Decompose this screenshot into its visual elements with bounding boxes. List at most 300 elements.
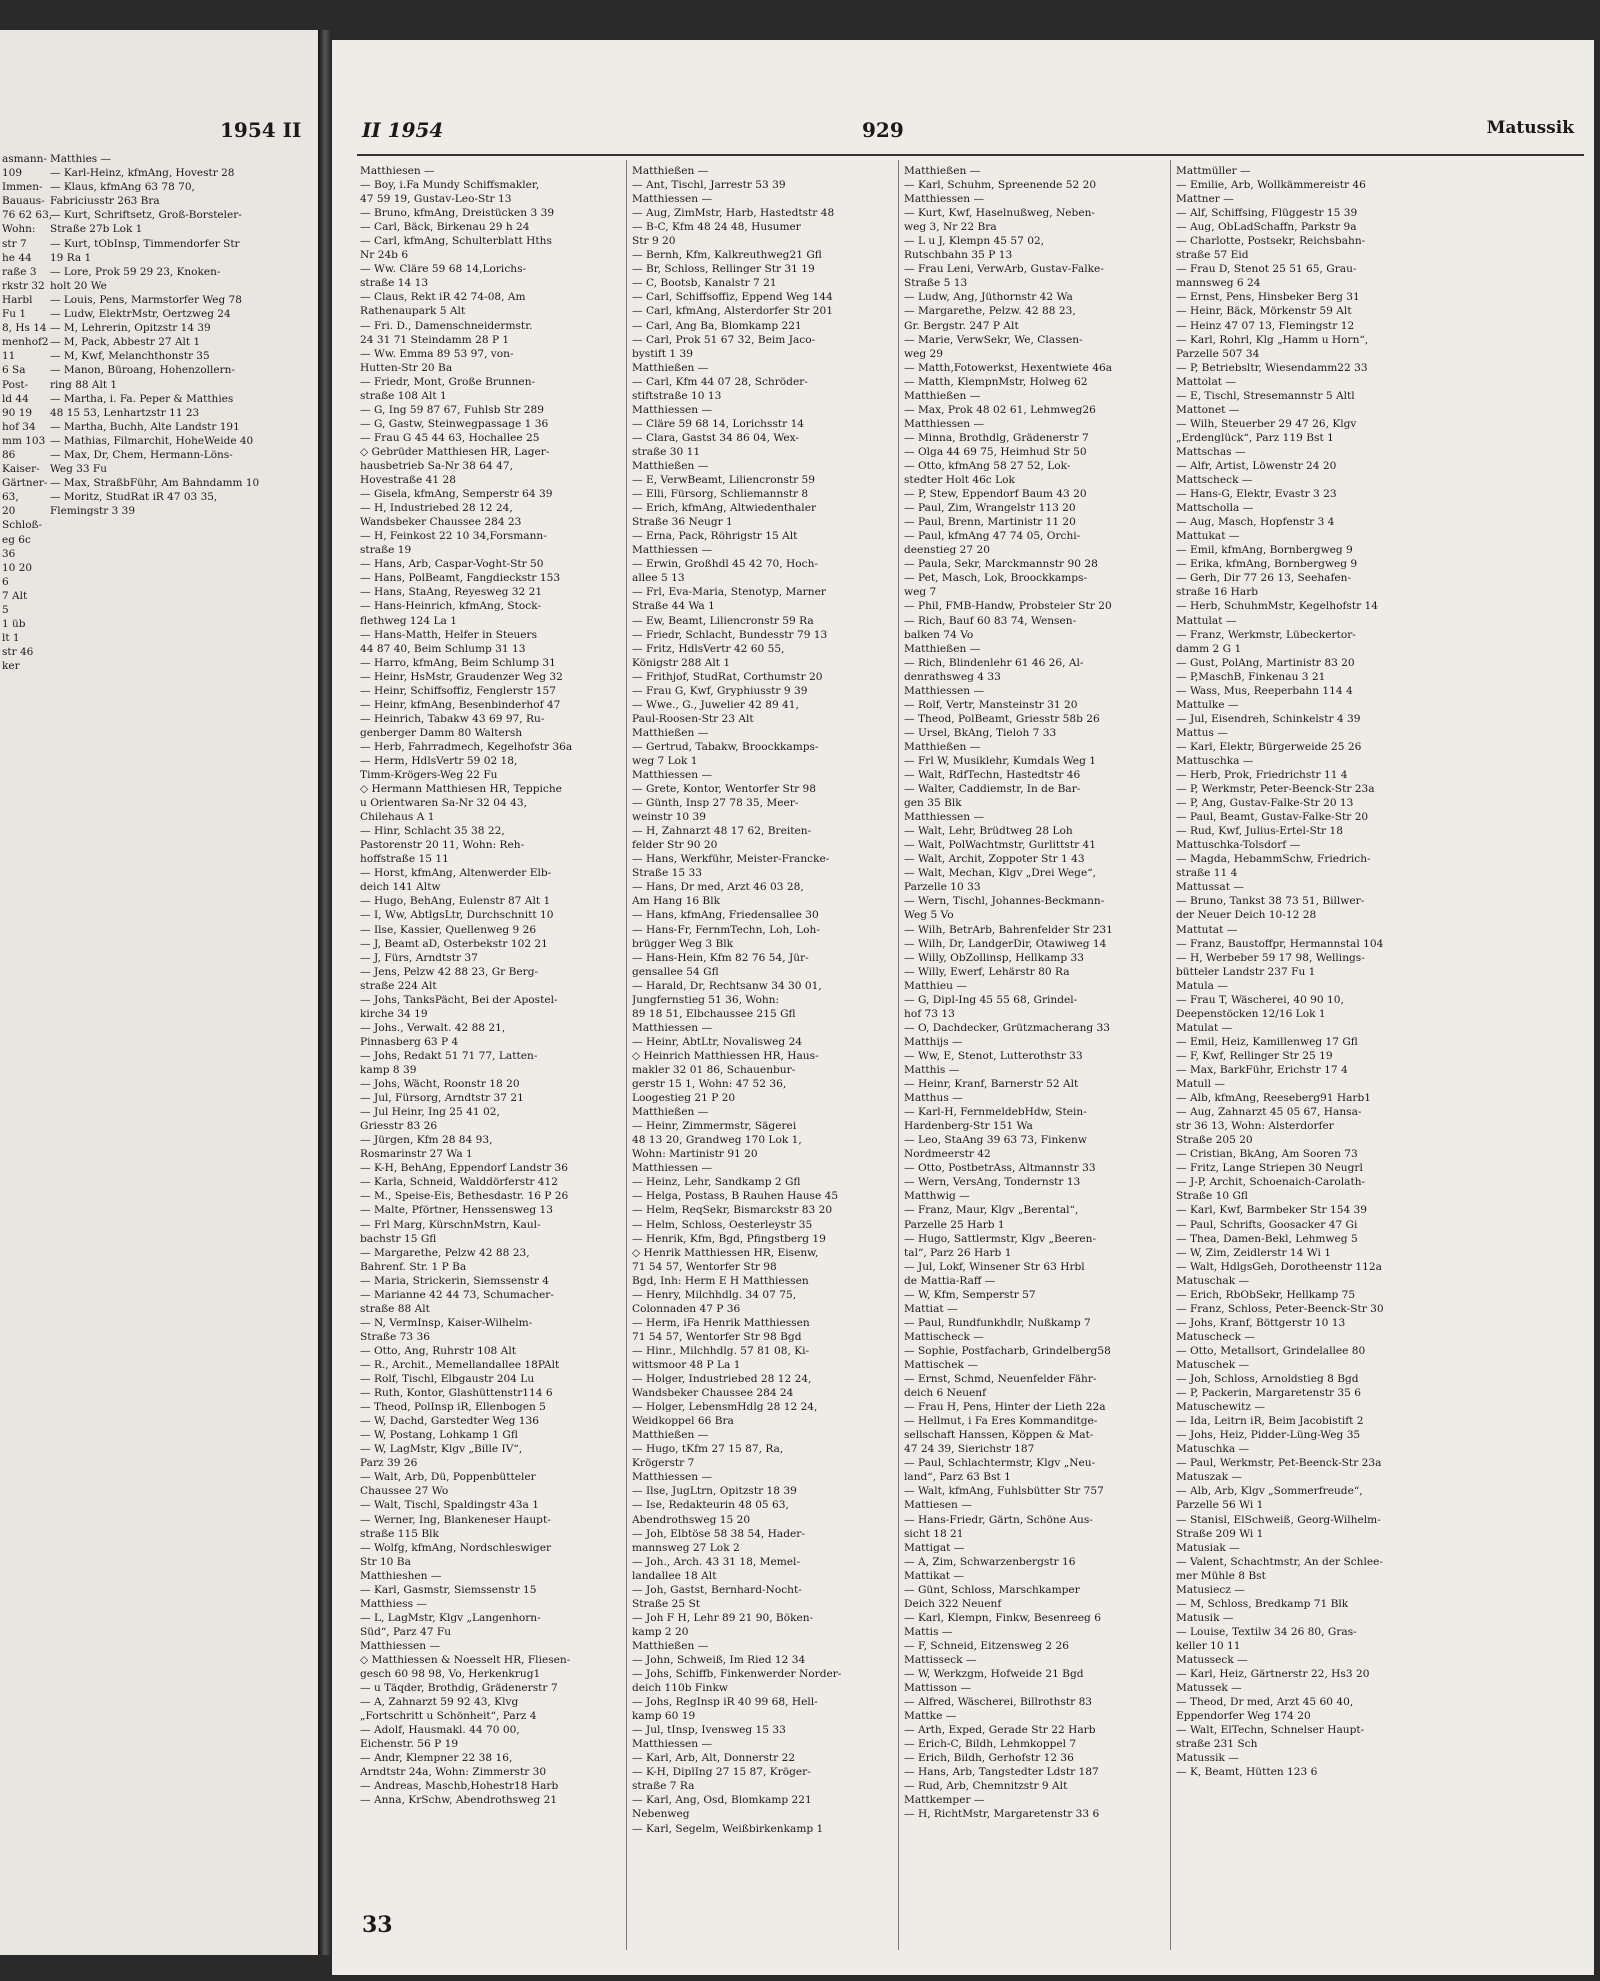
directory-entry: — Helm, Schloss, Oesterleystr 35 <box>632 1218 813 1231</box>
directory-entry: — Boy, i.Fa Mundy Schiffsmakler, <box>360 179 540 192</box>
directory-entry: straße 11 4 <box>1176 867 1238 880</box>
directory-entry: — Kurt, Schriftsetz, Groß-Borsteler- <box>50 209 242 222</box>
directory-entry: — Margarethe, Pelzw 42 88 23, <box>360 1246 530 1259</box>
directory-entry: Matthießen — <box>904 740 981 753</box>
directory-entry: — Hans, Arb, Tangstedter Ldstr 187 <box>904 1766 1099 1779</box>
column-separator <box>626 160 627 1950</box>
margin-fragment: Post- <box>2 378 29 391</box>
directory-entry: deich 141 Altw <box>360 881 441 894</box>
book-gutter <box>318 30 332 1955</box>
directory-entry: Wohn: Martinistr 91 20 <box>632 1148 758 1161</box>
directory-entry: — Herm, iFa Henrik Matthiessen <box>632 1316 810 1329</box>
directory-entry: — Karl, Segelm, Weißbirkenkamp 1 <box>632 1822 824 1835</box>
directory-entry: Parz 39 26 <box>360 1457 418 1470</box>
directory-entry: stiftstraße 10 13 <box>632 389 722 402</box>
directory-entry: — Friedr, Schlacht, Bundesstr 79 13 <box>632 628 828 641</box>
directory-entry: — Jürgen, Kfm 28 84 93, <box>360 1134 493 1147</box>
directory-entry: — W, Dachd, Garstedter Weg 136 <box>360 1415 540 1428</box>
directory-entry: Straße 15 33 <box>632 867 702 880</box>
directory-entry: tal“, Parz 26 Harb 1 <box>904 1246 1012 1259</box>
margin-fragment: Bauaus- <box>2 195 45 208</box>
directory-entry: — Jul Heinr, Ing 25 41 02, <box>360 1106 500 1119</box>
margin-fragment: Schloß- <box>2 519 43 532</box>
directory-entry: — P, Ang, Gustav-Falke-Str 20 13 <box>1176 797 1354 810</box>
directory-entry: Mattiat — <box>904 1302 958 1315</box>
directory-entry: Matull — <box>1176 1078 1225 1091</box>
directory-entry: — Aug, ObLadSchaffn, Parkstr 9a <box>1176 221 1357 234</box>
margin-fragment: 10 20 <box>2 561 33 574</box>
directory-entry: — Karl, Klempn, Finkw, Besenreeg 6 <box>904 1611 1101 1624</box>
directory-entry: — Heinr, Bäck, Mörkenstr 59 Alt <box>1176 305 1352 318</box>
directory-entry: — Willy, ObZollinsp, Hellkamp 33 <box>904 951 1084 964</box>
directory-entry: — Johs, Redakt 51 71 77, Latten- <box>360 1049 538 1062</box>
directory-entry: — Bernh, Kfm, Kalkreuthweg21 Gfl <box>632 249 822 262</box>
directory-entry: — G, Gastw, Steinwegpassage 1 36 <box>360 417 549 430</box>
directory-entry: Paul-Roosen-Str 23 Alt <box>632 712 754 725</box>
directory-entry: Matusiak — <box>1176 1541 1240 1554</box>
directory-entry: — E, Tischl, Stresemannstr 5 Altl <box>1176 389 1355 402</box>
directory-entry: 19 Ra 1 <box>50 251 92 264</box>
directory-entry: — Gerh, Dir 77 26 13, Seehafen- <box>1176 572 1352 585</box>
directory-entry: Matussek — <box>1176 1682 1242 1695</box>
directory-entry: Matusik — <box>1176 1611 1234 1624</box>
directory-entry: — Karl, Rohrl, Klg „Hamm u Horn“, <box>1176 333 1369 346</box>
directory-entry: — L, LagMstr, Klgv „Langenhorn- <box>360 1611 541 1624</box>
directory-entry: — Frau G, Kwf, Gryphiusstr 9 39 <box>632 684 808 697</box>
directory-entry: — A, Zahnarzt 59 92 43, Klvg <box>360 1696 519 1709</box>
margin-fragment: eg 6c <box>2 533 31 546</box>
directory-entry: — Wilh, Dr, LandgerDir, Otawiweg 14 <box>904 937 1107 950</box>
directory-entry: — Karl, Schuhm, Spreenende 52 20 <box>904 179 1097 192</box>
margin-fragment: Kaiser- <box>2 463 40 476</box>
directory-entry: — Max, Dr, Chem, Hermann-Löns- <box>50 448 233 461</box>
directory-entry: Matthiessen — <box>632 1021 713 1034</box>
directory-entry: — F, Kwf, Rellinger Str 25 19 <box>1176 1049 1333 1062</box>
directory-entry: Mattus — <box>1176 726 1228 739</box>
directory-entry: weg 29 <box>904 347 943 360</box>
directory-entry: — Emil, Heiz, Kamillenweg 17 Gfl <box>1176 1035 1358 1048</box>
directory-entry: — Friedr, Mont, Große Brunnen- <box>360 375 536 388</box>
directory-entry: Mattisson — <box>904 1682 972 1695</box>
directory-entry: straße 231 Sch <box>1176 1738 1258 1751</box>
directory-entry: Matthiess — <box>360 1597 427 1610</box>
directory-entry: — P, Werkmstr, Peter-Beenck-Str 23a <box>1176 783 1375 796</box>
directory-entry: — J, Beamt aD, Osterbekstr 102 21 <box>360 937 548 950</box>
directory-entry: — Grete, Kontor, Wentorfer Str 98 <box>632 783 816 796</box>
directory-entry: — Horst, kfmAng, Altenwerder Elb- <box>360 867 552 880</box>
directory-entry: kamp 60 19 <box>632 1710 696 1723</box>
directory-entry: — Karl-H, FernmeldebHdw, Stein- <box>904 1106 1087 1119</box>
directory-entry: Deepenstöcken 12/16 Lok 1 <box>1176 1007 1326 1020</box>
directory-entry: — Walt, PolWachtmstr, Gurlittstr 41 <box>904 839 1097 852</box>
directory-entry: 24 31 71 Steindamm 28 P 1 <box>360 333 510 346</box>
margin-fragment: hof 34 <box>2 420 36 433</box>
directory-entry: Chaussee 27 Wo <box>360 1485 449 1498</box>
directory-entry: — Carl, Prok 51 67 32, Beim Jaco- <box>632 333 816 346</box>
directory-entry: — Alfr, Artist, Löwenstr 24 20 <box>1176 459 1337 472</box>
directory-entry: — Bruno, kfmAng, Dreistücken 3 39 <box>360 207 555 220</box>
directory-entry: — Franz, Maur, Klgv „Berental“, <box>904 1204 1079 1217</box>
signature-mark: 33 <box>362 1912 393 1938</box>
directory-entry: — Arth, Exped, Gerade Str 22 Harb <box>904 1724 1096 1737</box>
directory-entry: Wandsbeker Chaussee 284 24 <box>632 1387 794 1400</box>
directory-entry: — Marianne 42 44 73, Schumacher- <box>360 1288 554 1301</box>
directory-entry: — Bruno, Tankst 38 73 51, Billwer- <box>1176 895 1365 908</box>
directory-entry: Jungfernstieg 51 36, Wohn: <box>632 993 780 1006</box>
directory-entry: straße 108 Alt 1 <box>360 389 447 402</box>
directory-entry: — Alb, kfmAng, Reeseberg91 Harb1 <box>1176 1092 1371 1105</box>
directory-entry: der Neuer Deich 10-12 28 <box>1176 909 1317 922</box>
directory-entry: — Andreas, Maschb,Hohestr18 Harb <box>360 1780 559 1793</box>
directory-entry: — Henrik, Kfm, Bgd, Pfingstberg 19 <box>632 1232 826 1245</box>
directory-entry: — Claus, Rekt iR 42 74-08, Am <box>360 291 526 304</box>
directory-entry: Matula — <box>1176 979 1228 992</box>
directory-entry: — Karl, Elektr, Bürgerweide 25 26 <box>1176 740 1362 753</box>
directory-entry: Mattischek — <box>904 1358 978 1371</box>
directory-entry: — Hans-Friedr, Gärtn, Schöne Aus- <box>904 1513 1093 1526</box>
directory-entry: straße 115 Blk <box>360 1527 439 1540</box>
directory-entry: Deich 322 Neuenf <box>904 1597 1002 1610</box>
directory-entry: Mattulke — <box>1176 698 1239 711</box>
directory-entry: — Johs., Verwalt. 42 88 21, <box>360 1021 506 1034</box>
directory-entry: — Ruth, Kontor, Glashüttenstr114 6 <box>360 1387 553 1400</box>
directory-entry: damm 2 G 1 <box>1176 642 1242 655</box>
directory-entry: Mattke — <box>904 1710 957 1723</box>
directory-entry: — Werner, Ing, Blankeneser Haupt- <box>360 1513 551 1526</box>
directory-entry: — Theod, Dr med, Arzt 45 60 40, <box>1176 1696 1354 1709</box>
directory-entry: — M, Schloss, Bredkamp 71 Blk <box>1176 1597 1349 1610</box>
directory-entry: Königstr 288 Alt 1 <box>632 656 731 669</box>
directory-entry: — Frl Marg, KürschnMstrn, Kaul- <box>360 1218 541 1231</box>
directory-entry: Hardenberg-Str 151 Wa <box>904 1120 1033 1133</box>
directory-entry: — M, Lehrerin, Opitzstr 14 39 <box>50 322 211 335</box>
directory-entry: — Johs, Wächt, Roonstr 18 20 <box>360 1078 520 1091</box>
directory-entry: — Fritz, Lange Striepen 30 Neugrl <box>1176 1162 1363 1175</box>
directory-entry: Matthießen — <box>632 165 709 177</box>
directory-entry: straße 224 Alt <box>360 979 437 992</box>
directory-entry: — Otto, Metallsort, Grindelallee 80 <box>1176 1344 1366 1357</box>
directory-entry: — Aug, Zahnarzt 45 05 67, Hansa- <box>1176 1106 1362 1119</box>
directory-entry: — Karl, Arb, Alt, Donnerstr 22 <box>632 1752 796 1765</box>
directory-entry: — Leo, StaAng 39 63 73, Finkenw <box>904 1134 1087 1147</box>
directory-entry: Weidkoppel 66 Bra <box>632 1415 734 1428</box>
directory-entry: Matthiessen — <box>632 1738 713 1751</box>
directory-entry: — Günt, Schloss, Marschkamper <box>904 1583 1080 1596</box>
directory-entry: — Carl, kfmAng, Schulterblatt Hths <box>360 235 552 248</box>
directory-entry: — K, Beamt, Hütten 123 6 <box>1176 1766 1318 1779</box>
directory-entry: — Jul, tInsp, Ivensweg 15 33 <box>632 1724 786 1737</box>
directory-entry: — Max, StraßbFühr, Am Bahndamm 10 <box>50 477 260 490</box>
directory-entry: bachstr 15 Gfl <box>360 1232 437 1245</box>
directory-entry: — H, Zahnarzt 48 17 62, Breiten- <box>632 825 812 838</box>
margin-fragment: ld 44 <box>2 392 29 405</box>
directory-entry: — K-H, DiplIng 27 15 87, Kröger- <box>632 1766 811 1779</box>
directory-entry: Krögerstr 7 <box>632 1457 695 1470</box>
left-page <box>0 30 318 1955</box>
directory-entry: Matulat — <box>1176 1021 1233 1034</box>
directory-entry: Mattiesen — <box>904 1499 972 1512</box>
directory-entry: — Walt, Lehr, Brüdtweg 28 Loh <box>904 825 1073 838</box>
directory-entry: — Frau H, Pens, Hinter der Lieth 22a <box>904 1401 1106 1414</box>
directory-entry: — Ludw, Ang, Jüthornstr 42 Wa <box>904 291 1073 304</box>
directory-entry: 71 54 57, Wentorfer Str 98 Bgd <box>632 1330 802 1343</box>
directory-entry: — Martha, i. Fa. Peper & Matthies <box>50 392 234 405</box>
margin-fragment: he 44 <box>2 251 32 264</box>
directory-entry: straße 57 Eid <box>1176 249 1249 262</box>
directory-entry: — Ise, Redakteurin 48 05 63, <box>632 1499 789 1512</box>
directory-entry: de Mattia-Raff — <box>904 1274 996 1287</box>
directory-entry: Mattutat — <box>1176 923 1238 936</box>
directory-entry: — Hans, Werkführ, Meister-Francke- <box>632 853 830 866</box>
margin-fragment: 86 <box>2 448 16 461</box>
directory-entry: ◇ Matthiessen & Noesselt HR, Fliesen- <box>360 1653 571 1666</box>
directory-entry: — Heinz, Lehr, Sandkamp 2 Gfl <box>632 1176 801 1189</box>
directory-entry: — Klaus, kfmAng 63 78 70, <box>50 181 195 194</box>
directory-entry: Parzelle 10 33 <box>904 881 981 894</box>
directory-entry: gensallee 54 Gfl <box>632 965 719 978</box>
directory-entry: — Walt, Mechan, Klgv „Drei Wege“, <box>904 867 1097 880</box>
directory-entry: sicht 18 21 <box>904 1527 964 1540</box>
directory-entry: — Ludw, ElektrMstr, Oertzweg 24 <box>50 308 231 321</box>
directory-entry: — G, Ing 59 87 67, Fuhlsb Str 289 <box>360 403 544 416</box>
directory-entry: — Franz, Schloss, Peter-Beenck-Str 30 <box>1176 1302 1384 1315</box>
directory-entry: — Anna, KrSchw, Abendrothsweg 21 <box>360 1794 558 1807</box>
directory-entry: — Hans-Matth, Helfer in Steuers <box>360 628 538 641</box>
directory-entry: — Hans-Heinrich, kfmAng, Stock- <box>360 600 542 613</box>
directory-entry: Str 9 20 <box>632 235 676 248</box>
directory-entry: Colonnaden 47 P 36 <box>632 1302 741 1315</box>
directory-entry: sellschaft Hanssen, Köppen & Mat- <box>904 1429 1094 1442</box>
directory-entry: — Kurt, tObInsp, Timmendorfer Str <box>50 237 240 250</box>
directory-entry: — Wwe., G., Juwelier 42 89 41, <box>632 698 799 711</box>
directory-entry: Mattkemper — <box>904 1794 985 1807</box>
directory-entry: „Erdenglück“, Parz 119 Bst 1 <box>1176 431 1334 444</box>
directory-entry: straße 16 Harb <box>1176 586 1259 599</box>
directory-entry: weinstr 10 39 <box>632 811 707 824</box>
directory-entry: — Erna, Pack, Röhrigstr 15 Alt <box>632 530 798 543</box>
directory-entry: — Heinrich, Tabakw 43 69 97, Ru- <box>360 712 545 725</box>
directory-entry: — Louis, Pens, Marmstorfer Weg 78 <box>50 293 242 306</box>
directory-column-3 <box>904 164 1166 1964</box>
directory-entry: Matuschka — <box>1176 1443 1250 1456</box>
directory-entry: — Joh, Schloss, Arnoldstieg 8 Bgd <box>1176 1373 1359 1386</box>
directory-entry: — Elli, Fürsorg, Schliemannstr 8 <box>632 488 809 501</box>
directory-entry: — Paul, Beamt, Gustav-Falke-Str 20 <box>1176 811 1369 824</box>
directory-entry: — Johs, Schiffb, Finkenwerder Norder- <box>632 1668 842 1681</box>
margin-fragment: mm 103 <box>2 434 46 447</box>
directory-entry: — W, Postang, Lohkamp 1 Gfl <box>360 1429 518 1442</box>
directory-entry: Matthiessen — <box>904 417 985 430</box>
margin-fragment: 11 <box>2 350 16 363</box>
directory-entry: — W, Zim, Zeidlerstr 14 Wi 1 <box>1176 1246 1331 1259</box>
directory-entry: — Ew, Beamt, Liliencronstr 59 Ra <box>632 614 814 627</box>
directory-entry: Mattisseck — <box>904 1653 977 1666</box>
directory-entry: mer Mühle 8 Bst <box>1176 1569 1266 1582</box>
directory-entry: — Moritz, StudRat iR 47 03 35, <box>50 491 218 504</box>
directory-entry: — Johs, Heiz, Pidder-Lüng-Weg 35 <box>1176 1429 1361 1442</box>
directory-entry: — Herb, Fahrradmech, Kegelhofstr 36a <box>360 740 573 753</box>
directory-entry: — Carl, Bäck, Birkenau 29 h 24 <box>360 221 530 234</box>
directory-entry: Matthießen — <box>632 361 709 374</box>
directory-entry: ring 88 Alt 1 <box>50 378 118 391</box>
directory-entry: — Phil, FMB-Handw, Probsteier Str 20 <box>904 600 1112 613</box>
directory-entry: str 36 13, Wohn: Alsterdorfer <box>1176 1120 1334 1133</box>
directory-entry: — Johs, Kranf, Böttgerstr 10 13 <box>1176 1316 1346 1329</box>
directory-entry: Mattscholla — <box>1176 502 1254 515</box>
directory-entry: weg 7 Lok 1 <box>632 754 698 767</box>
right-page <box>332 40 1594 1975</box>
directory-entry: — Ursel, BkAng, Tieloh 7 33 <box>904 726 1057 739</box>
directory-entry: — P, Stew, Eppendorf Baum 43 20 <box>904 488 1087 501</box>
directory-entry: — Frl, Eva-Maria, Stenotyp, Marner <box>632 586 826 599</box>
margin-fragment: Gärtner- <box>2 477 48 490</box>
directory-entry: — u Täqder, Brothdig, Grädenerstr 7 <box>360 1682 558 1695</box>
directory-entry: — Karl, Ang, Osd, Blomkamp 221 <box>632 1794 812 1807</box>
margin-fragment: 76 62 63, <box>2 209 53 222</box>
directory-entry: — Cläre 59 68 14, Lorichsstr 14 <box>632 417 805 430</box>
directory-entry: bütteler Landstr 237 Fu 1 <box>1176 965 1316 978</box>
margin-fragment: 20 <box>2 505 16 518</box>
directory-entry: — M, Pack, Abbestr 27 Alt 1 <box>50 336 201 349</box>
directory-entry: holt 20 We <box>50 279 107 292</box>
directory-entry: Mattikat — <box>904 1569 965 1582</box>
directory-entry: — J-P, Archit, Schoenaich-Carolath- <box>1176 1176 1366 1189</box>
directory-entry: — Jul, Lokf, Winsener Str 63 Hrbl <box>904 1260 1085 1273</box>
directory-entry: Mattigat — <box>904 1541 965 1554</box>
directory-entry: — Alf, Schiffsing, Flüggestr 15 39 <box>1176 207 1358 220</box>
directory-entry: Mattussat — <box>1176 881 1244 894</box>
directory-entry: — Ww. Emma 89 53 97, von- <box>360 347 514 360</box>
directory-entry: — Matth,Fotowerkst, Hexentwiete 46a <box>904 361 1113 374</box>
directory-entry: Rutschbahn 35 P 13 <box>904 249 1013 262</box>
directory-entry: Matuscheck — <box>1176 1330 1256 1343</box>
directory-entry: Mattuschka-Tolsdorf — <box>1176 839 1301 852</box>
directory-entry: Pastorenstr 20 11, Wohn: Reh- <box>360 839 525 852</box>
directory-entry: — Carl, Schiffsoffiz, Eppend Weg 144 <box>632 291 833 304</box>
directory-entry: — Walt, kfmAng, Fuhlsbütter Str 757 <box>904 1485 1104 1498</box>
directory-entry: Abendrothsweg 15 20 <box>632 1513 751 1526</box>
directory-entry: Hutten-Str 20 Ba <box>360 361 453 374</box>
directory-entry: — Karl, Heiz, Gärtnerstr 22, Hs3 20 <box>1176 1668 1370 1681</box>
directory-entry: — Alfred, Wäscherei, Billrothstr 83 <box>904 1696 1093 1709</box>
directory-entry: — Valent, Schachtmstr, An der Schlee- <box>1176 1555 1383 1568</box>
directory-entry: — Hans, Arb, Caspar-Voght-Str 50 <box>360 558 544 571</box>
directory-entry: Pinnasberg 63 P 4 <box>360 1035 459 1048</box>
directory-entry: — Frithjof, StudRat, Corthumstr 20 <box>632 670 823 683</box>
directory-entry: — Martha, Buchh, Alte Landstr 191 <box>50 420 240 433</box>
directory-entry: Mattmüller — <box>1176 165 1251 177</box>
directory-entry: Matuschak — <box>1176 1274 1250 1287</box>
directory-entry: — Erich-C, Bildh, Lehmkoppel 7 <box>904 1738 1077 1751</box>
directory-entry: — Heinr, Zimmermstr, Sägerei <box>632 1120 797 1133</box>
directory-entry: — W, Kfm, Semperstr 57 <box>904 1288 1036 1301</box>
directory-entry: gen 35 Blk <box>904 797 962 810</box>
directory-entry: Mattis — <box>904 1625 953 1638</box>
directory-entry: — Otto, Ang, Ruhrstr 108 Alt <box>360 1344 516 1357</box>
directory-entry: Matthis — <box>904 1064 960 1076</box>
directory-entry: Bahrenf. Str. 1 P Ba <box>360 1260 467 1273</box>
directory-entry: — C, Bootsb, Kanalstr 7 21 <box>632 277 777 290</box>
directory-entry: — Fritz, HdlsVertr 42 60 55, <box>632 642 785 655</box>
directory-entry: — Wilh, BetrArb, Bahrenfelder Str 231 <box>904 923 1113 936</box>
directory-entry: — Olga 44 69 75, Heimhud Str 50 <box>904 445 1087 458</box>
directory-entry: — W, LagMstr, Klgv „Bille IV“, <box>360 1443 523 1456</box>
directory-entry: Matthiesen — <box>360 165 435 177</box>
directory-entry: Timm-Krögers-Weg 22 Fu <box>360 769 498 782</box>
directory-entry: Nordmeerstr 42 <box>904 1148 991 1161</box>
directory-entry: — Emilie, Arb, Wollkämmereistr 46 <box>1176 179 1366 192</box>
directory-entry: Matthieshen — <box>360 1569 442 1582</box>
directory-entry: Matthieu — <box>904 979 967 992</box>
directory-entry: kamp 8 39 <box>360 1064 417 1076</box>
directory-entry: — Marie, VerwSekr, We, Classen- <box>904 333 1083 346</box>
directory-entry: balken 74 Vo <box>904 628 974 641</box>
directory-entry: hoffstraße 15 11 <box>360 853 449 866</box>
directory-entry: — A, Zim, Schwarzenbergstr 16 <box>904 1555 1076 1568</box>
directory-column-2 <box>632 164 894 1964</box>
margin-fragment: Harbl <box>2 293 33 306</box>
directory-entry: Matthießen — <box>632 459 709 472</box>
directory-entry: — Emil, kfmAng, Bornbergweg 9 <box>1176 544 1353 557</box>
directory-entry: Griesstr 83 26 <box>360 1120 438 1133</box>
directory-entry: — J, Fürs, Arndtstr 37 <box>360 951 478 964</box>
directory-entry: Matthießen — <box>904 389 981 402</box>
directory-entry: — Hans, PolBeamt, Fangdieckstr 153 <box>360 572 561 585</box>
directory-entry: Matthiessen — <box>904 193 985 206</box>
directory-entry: — H, Werbeber 59 17 98, Wellings- <box>1176 951 1365 964</box>
directory-entry: Matusiecz — <box>1176 1583 1245 1596</box>
directory-entry: Matthiessen — <box>632 1162 713 1175</box>
directory-entry: stedter Holt 46c Lok <box>904 474 1015 487</box>
directory-entry: felder Str 90 20 <box>632 839 718 852</box>
directory-entry: — P,MaschB, Finkenau 3 21 <box>1176 670 1326 683</box>
directory-entry: Matthwig — <box>904 1190 970 1203</box>
directory-entry: — Br, Schloss, Rellinger Str 31 19 <box>632 263 815 276</box>
directory-entry: — P, Packerin, Margaretenstr 35 6 <box>1176 1387 1361 1400</box>
directory-entry: Wandsbeker Chaussee 284 23 <box>360 516 522 529</box>
directory-entry: Matthiessen — <box>632 1471 713 1484</box>
directory-entry: — I, Ww, AbtlgsLtr, Durchschnitt 10 <box>360 909 554 922</box>
directory-entry: Eichenstr. 56 P 19 <box>360 1738 459 1751</box>
directory-entry: — Erich, RbObSekr, Hellkamp 75 <box>1176 1288 1356 1301</box>
directory-entry: Matthießen — <box>904 642 981 655</box>
directory-entry: deich 6 Neuenf <box>904 1387 987 1400</box>
directory-entry: — M, Kwf, Melanchthonstr 35 <box>50 350 210 363</box>
directory-entry: Chilehaus A 1 <box>360 811 435 824</box>
directory-entry: — Ww, E, Stenot, Lutterothstr 33 <box>904 1049 1083 1062</box>
directory-entry: — M., Speise-Eis, Bethesdastr. 16 P 26 <box>360 1190 569 1203</box>
directory-entry: mannsweg 27 Lok 2 <box>632 1541 740 1554</box>
directory-entry: — Joh, Gastst, Bernhard-Nocht- <box>632 1583 802 1596</box>
right-page-header-left: II 1954 <box>362 118 444 142</box>
directory-entry: — Magda, HebammSchw, Friedrich- <box>1176 853 1371 866</box>
directory-entry: — Paul, Rundfunkhdlr, Nußkamp 7 <box>904 1316 1091 1329</box>
directory-entry: — Heinr, AbtLtr, Novalisweg 24 <box>632 1035 803 1048</box>
margin-fragment: asmann- <box>2 153 47 165</box>
directory-entry: — Otto, kfmAng 58 27 52, Lok- <box>904 459 1071 472</box>
directory-entry: Straße 10 Gfl <box>1176 1190 1248 1203</box>
directory-entry: Mattscheck — <box>1176 474 1253 487</box>
directory-entry: — Herb, Prok, Friedrichstr 11 4 <box>1176 769 1348 782</box>
directory-entry: — Franz, Baustoffpr, Hermannstal 104 <box>1176 937 1384 950</box>
directory-entry: — Theod, PolBeamt, Griesstr 58b 26 <box>904 712 1100 725</box>
margin-fragment: Immen- <box>2 181 43 194</box>
margin-fragment: Wohn: <box>2 223 36 236</box>
directory-entry: Matthiessen — <box>632 544 713 557</box>
directory-entry: Str 10 Ba <box>360 1555 411 1568</box>
directory-entry: — Hugo, tKfm 27 15 87, Ra, <box>632 1443 784 1456</box>
directory-entry: — Hinr., Milchhdlg. 57 81 08, Ki- <box>632 1344 810 1357</box>
